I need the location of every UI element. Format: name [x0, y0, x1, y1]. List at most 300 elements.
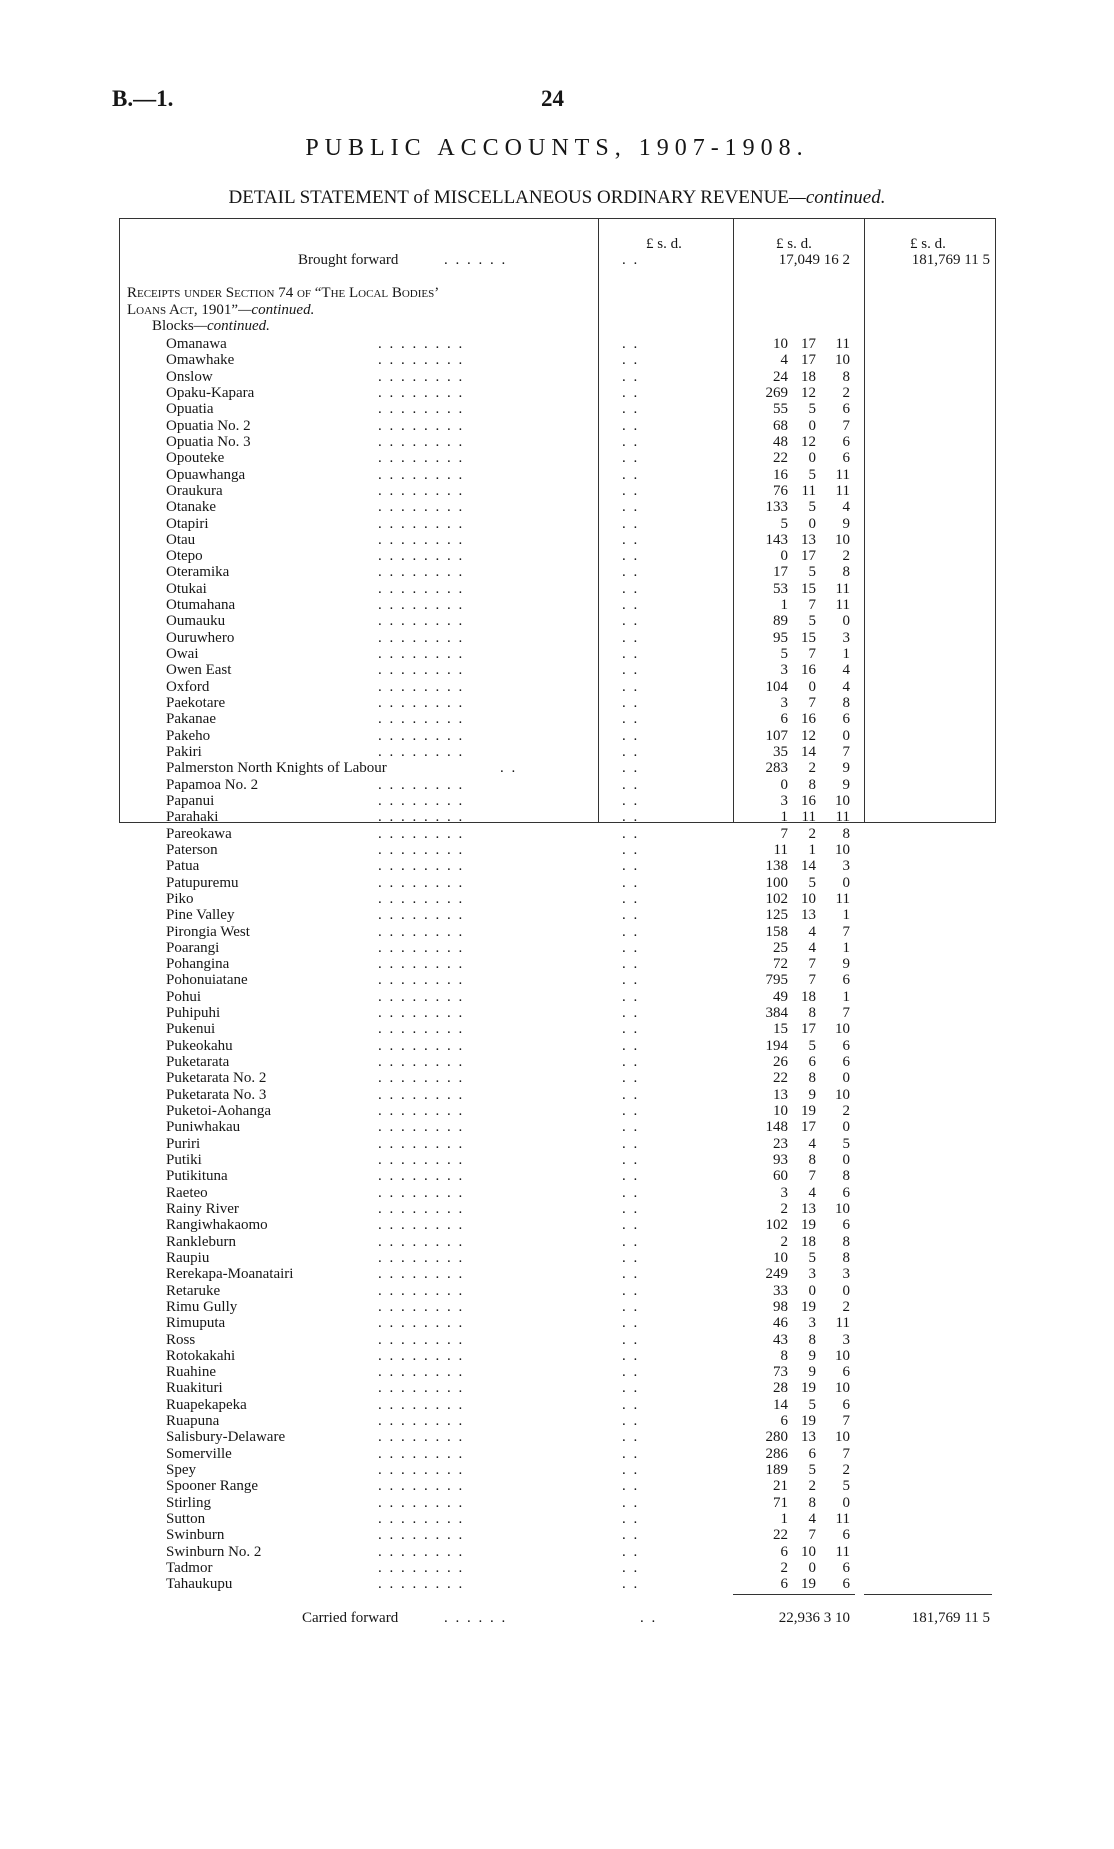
table-row: [0, 679, 1114, 695]
total-rule: [864, 1594, 992, 1595]
leader-dots: . .: [622, 597, 640, 614]
leader-dots: . .: [622, 939, 640, 956]
leader-dots: . .: [622, 1560, 640, 1576]
amount-pence: 8: [842, 368, 850, 385]
leader-dots: . . . . . . . .: [378, 809, 465, 826]
leader-dots: . .: [622, 1037, 640, 1054]
amount-pounds: 16: [773, 466, 788, 483]
leader-dots: . .: [622, 1364, 640, 1381]
table-row: [0, 1005, 1114, 1021]
table-row: [0, 1495, 1114, 1511]
leader-dots: . . . . . . . .: [378, 433, 465, 450]
table-row: [0, 597, 1114, 613]
amount-shillings: 18: [801, 988, 816, 1005]
amount-pence: 0: [842, 1494, 850, 1511]
amount-pounds: 3: [780, 662, 788, 679]
amount-pence: 10: [835, 1021, 850, 1038]
leader-dots: . . . . . . . .: [378, 1266, 465, 1283]
leader-dots: . . . . . . . .: [378, 1086, 465, 1103]
amount-pounds: 53: [773, 580, 788, 597]
table-row: [0, 1283, 1114, 1299]
table-row: [0, 1380, 1114, 1396]
amount-pounds: 95: [773, 629, 788, 646]
block-name: Ouruwhero: [166, 629, 235, 646]
amount-pence: 11: [835, 466, 850, 483]
leader-dots: . . . . . . . .: [378, 368, 465, 385]
block-name: Onslow: [166, 368, 213, 385]
table-row: [0, 532, 1114, 548]
table-row: [0, 1560, 1114, 1576]
block-name: Pakeho: [166, 727, 211, 744]
amount-pounds: 3: [780, 792, 788, 809]
amount-pence: 8: [842, 1249, 850, 1266]
block-name: Ruapuna: [166, 1413, 220, 1430]
block-name: Otukai: [166, 580, 207, 597]
leader-dots: . .: [622, 923, 640, 940]
table-row: [0, 940, 1114, 956]
amount-shillings: 18: [801, 368, 816, 385]
block-name: Oteramika: [166, 564, 230, 581]
column-header-3: £ s. d.: [910, 236, 946, 252]
brought-forward-amount-2: 17,049 16 2: [778, 252, 850, 268]
amount-pence: 1: [842, 646, 850, 663]
amount-pence: 4: [842, 678, 850, 695]
table-row: [0, 499, 1114, 515]
table-row: [0, 1234, 1114, 1250]
amount-pence: 8: [842, 1233, 850, 1250]
block-name: Pine Valley: [166, 907, 235, 924]
table-row: [0, 1348, 1114, 1364]
amount-pounds: 0: [780, 548, 788, 565]
amount-pounds: 73: [773, 1364, 788, 1381]
leader-dots: . .: [622, 548, 640, 565]
amount-pence: 6: [842, 450, 850, 467]
amount-pounds: 0: [780, 776, 788, 793]
leader-dots: . . . . . . . .: [378, 531, 465, 548]
table-row: [0, 760, 1114, 776]
amount-shillings: 7: [808, 972, 816, 989]
amount-pence: 11: [835, 890, 850, 907]
table-row: [0, 744, 1114, 760]
amount-pounds: 6: [780, 1413, 788, 1430]
table-row: [0, 1527, 1114, 1543]
amount-pence: 10: [835, 792, 850, 809]
amount-shillings: 7: [808, 695, 816, 712]
amount-pounds: 125: [765, 907, 788, 924]
amount-pence: 7: [842, 744, 850, 760]
block-name: Puketarata: [166, 1054, 230, 1071]
carried-forward-label: Carried forward: [302, 1610, 399, 1626]
block-name: Puhipuhi: [166, 1005, 221, 1022]
table-row: [0, 1103, 1114, 1119]
amount-pence: 0: [842, 1070, 850, 1087]
amount-pence: 8: [842, 825, 850, 842]
block-name: Rimuputa: [166, 1315, 226, 1332]
statement-subtitle: [0, 187, 1114, 209]
leader-dots: . .: [622, 1086, 640, 1103]
block-name: Rerekapa-Moanatairi: [166, 1266, 294, 1283]
amount-pounds: 98: [773, 1298, 788, 1315]
leader-dots: . .: [622, 1152, 640, 1168]
leader-dots: . .: [622, 1021, 640, 1038]
leader-dots: . . . . . . . .: [378, 1217, 465, 1234]
leader-dots: . .: [622, 1462, 640, 1479]
block-name: Rimu Gully: [166, 1298, 238, 1315]
table-row: [0, 809, 1114, 825]
amount-shillings: 14: [801, 744, 816, 760]
amount-shillings: 12: [801, 384, 816, 401]
amount-pounds: 249: [765, 1266, 788, 1283]
amount-pounds: 49: [773, 988, 788, 1005]
leader-dots: . .: [622, 1200, 640, 1217]
amount-pence: 0: [842, 874, 850, 891]
leader-dots: . .: [622, 1217, 640, 1234]
amount-pounds: 22: [773, 1527, 788, 1544]
amount-pence: 6: [842, 1037, 850, 1054]
leader-dots: . .: [622, 564, 640, 581]
blocks-label: Blocks: [152, 318, 194, 334]
leader-dots: . .: [622, 515, 640, 532]
block-name: Poarangi: [166, 939, 220, 956]
table-row: [0, 450, 1114, 466]
amount-pence: 7: [842, 923, 850, 940]
leader-dots: . . . . . . . .: [378, 711, 465, 728]
amount-shillings: 3: [808, 1315, 816, 1332]
brought-forward-row: [0, 252, 1114, 268]
block-name: Tahaukupu: [166, 1576, 233, 1593]
amount-pounds: 148: [765, 1119, 788, 1136]
leader-dots: . .: [622, 417, 640, 434]
table-row: [0, 1250, 1114, 1266]
amount-pence: 11: [835, 580, 850, 597]
leader-dots: . .: [622, 1380, 640, 1397]
amount-pounds: 22: [773, 1070, 788, 1087]
leader-dots: . .: [622, 662, 640, 679]
amount-pounds: 133: [765, 499, 788, 516]
block-name: Tadmor: [166, 1560, 213, 1576]
amount-pounds: 68: [773, 417, 788, 434]
block-name: Rangiwhakaomo: [166, 1217, 268, 1234]
table-row: [0, 646, 1114, 662]
table-row: [0, 956, 1114, 972]
leader-dots: . .: [622, 1119, 640, 1136]
amount-pence: 3: [842, 629, 850, 646]
table-row: [0, 516, 1114, 532]
amount-shillings: 5: [808, 1249, 816, 1266]
amount-pounds: 5: [780, 646, 788, 663]
leader-dots: . .: [622, 613, 640, 630]
leader-dots: . .: [622, 1445, 640, 1462]
leader-dots: . . . . . . . .: [378, 1511, 465, 1528]
leader-dots: . .: [622, 711, 640, 728]
amount-shillings: 5: [808, 874, 816, 891]
page-number: 24: [541, 86, 564, 111]
amount-shillings: 7: [808, 597, 816, 614]
amount-pounds: 22: [773, 450, 788, 467]
leader-dots: . . . . . . . .: [378, 988, 465, 1005]
amount-pounds: 10: [773, 1103, 788, 1120]
amount-pence: 2: [842, 548, 850, 565]
amount-pence: 10: [835, 1380, 850, 1397]
leader-dots: . . . . . . . .: [378, 548, 465, 565]
amount-shillings: 17: [801, 336, 816, 352]
amount-shillings: 8: [808, 1005, 816, 1022]
amount-pence: 7: [842, 1005, 850, 1022]
carried-forward-amount-2: 22,936 3 10: [778, 1610, 850, 1626]
block-name: Ruakituri: [166, 1380, 223, 1397]
table-row: [0, 1119, 1114, 1135]
amount-shillings: 4: [808, 1135, 816, 1152]
leader-dots: . . . . . . . .: [378, 1119, 465, 1136]
leader-dots: . .: [622, 1511, 640, 1528]
table-row: [0, 1397, 1114, 1413]
leader-dots: . . . . . . . .: [378, 564, 465, 581]
leader-dots: . . . . . . . .: [378, 466, 465, 483]
amount-pounds: 33: [773, 1282, 788, 1299]
amount-pounds: 76: [773, 482, 788, 499]
leader-dots: . .: [622, 466, 640, 483]
section-heading-line-3: [152, 318, 270, 335]
amount-pence: 8: [842, 695, 850, 712]
amount-pence: 10: [835, 531, 850, 548]
table-row: [0, 1021, 1114, 1037]
amount-pounds: 4: [780, 352, 788, 369]
amount-pence: 0: [842, 1119, 850, 1136]
table-row: [0, 336, 1114, 352]
leader-dots: . . . . . . . .: [378, 482, 465, 499]
amount-pounds: 10: [773, 1249, 788, 1266]
leader-dots: . . . . . . . .: [378, 1380, 465, 1397]
amount-pence: 9: [842, 956, 850, 973]
amount-shillings: 13: [801, 1429, 816, 1446]
brought-forward-label: Brought forward: [298, 252, 399, 268]
amount-pounds: 280: [765, 1429, 788, 1446]
block-name: Opuatia No. 2: [166, 417, 251, 434]
leader-dots: . .: [622, 1576, 640, 1593]
block-name: Putiki: [166, 1152, 202, 1168]
amount-shillings: 7: [808, 1527, 816, 1544]
amount-pounds: 283: [765, 760, 788, 777]
table-row: [0, 613, 1114, 629]
document-reference: B.—1.: [112, 86, 174, 111]
amount-shillings: 17: [801, 352, 816, 369]
leader-dots: . .: [622, 646, 640, 663]
leader-dots: . .: [622, 1249, 640, 1266]
block-name: Pakiri: [166, 744, 202, 760]
block-name: Otepo: [166, 548, 203, 565]
block-name: Swinburn No. 2: [166, 1543, 262, 1560]
leader-dots: . . . . . . . .: [378, 890, 465, 907]
leader-dots: . .: [622, 1478, 640, 1495]
leader-dots: . . . . . . . .: [378, 972, 465, 989]
amount-pence: 6: [842, 1184, 850, 1201]
block-name: Putikituna: [166, 1168, 228, 1185]
amount-pence: 0: [842, 613, 850, 630]
amount-pence: 1: [842, 907, 850, 924]
amount-shillings: 17: [801, 548, 816, 565]
block-name: Pukeokahu: [166, 1037, 233, 1054]
leader-dots: . .: [622, 1396, 640, 1413]
amount-pounds: 48: [773, 433, 788, 450]
block-name: Pakanae: [166, 711, 216, 728]
amount-pence: 0: [842, 727, 850, 744]
amount-pounds: 102: [765, 890, 788, 907]
leader-dots: . . . . . . . .: [378, 613, 465, 630]
amount-pounds: 158: [765, 923, 788, 940]
block-name: Somerville: [166, 1445, 232, 1462]
leader-dots: . .: [622, 1494, 640, 1511]
amount-shillings: 10: [801, 890, 816, 907]
amount-pence: 6: [842, 1560, 850, 1576]
amount-shillings: 13: [801, 907, 816, 924]
leader-dots: . .: [622, 1005, 640, 1022]
amount-pounds: 138: [765, 858, 788, 875]
amount-shillings: 11: [801, 482, 816, 499]
amount-shillings: 7: [808, 1168, 816, 1185]
amount-shillings: 14: [801, 858, 816, 875]
block-name: Otanake: [166, 499, 216, 516]
blocks-continued: —continued.: [193, 318, 270, 334]
table-row: [0, 1152, 1114, 1168]
leader-dots: . .: [622, 482, 640, 499]
amount-pence: 6: [842, 1527, 850, 1544]
amount-pounds: 24: [773, 368, 788, 385]
leader-dots: . . . . . . . .: [378, 352, 465, 369]
amount-pence: 6: [842, 433, 850, 450]
block-name: Puriri: [166, 1135, 201, 1152]
table-row: [0, 1462, 1114, 1478]
leader-dots: . . . . . . . .: [378, 629, 465, 646]
amount-pounds: 2: [780, 1233, 788, 1250]
table-row: [0, 1576, 1114, 1592]
amount-pence: 11: [835, 482, 850, 499]
leader-dots: . . . . . . . .: [378, 1152, 465, 1168]
leader-dots: . .: [622, 1282, 640, 1299]
amount-pence: 3: [842, 858, 850, 875]
leader-dots: . . . . . . . .: [378, 841, 465, 858]
leader-dots: . . . . . . . .: [378, 401, 465, 418]
block-name: Paekotare: [166, 695, 226, 712]
amount-shillings: 2: [808, 825, 816, 842]
amount-pence: 10: [835, 1200, 850, 1217]
amount-shillings: 4: [808, 923, 816, 940]
table-row: [0, 777, 1114, 793]
amount-pounds: 72: [773, 956, 788, 973]
amount-pounds: 286: [765, 1445, 788, 1462]
table-row: [0, 1054, 1114, 1070]
amount-pounds: 13: [773, 1086, 788, 1103]
table-row: [0, 989, 1114, 1005]
table-row: [0, 385, 1114, 401]
subtitle-continued: —continued.: [788, 187, 886, 208]
amount-shillings: 0: [808, 417, 816, 434]
table-row: [0, 858, 1114, 874]
leader-dots: . .: [622, 252, 640, 268]
leader-dots: . . . . . . . .: [378, 499, 465, 516]
leader-dots: . .: [622, 368, 640, 385]
table-row: [0, 1446, 1114, 1462]
amount-pounds: 104: [765, 678, 788, 695]
amount-pence: 11: [835, 1315, 850, 1332]
block-name: Patupuremu: [166, 874, 239, 891]
amount-shillings: 8: [808, 1494, 816, 1511]
block-name: Otau: [166, 531, 196, 548]
amount-pounds: 26: [773, 1054, 788, 1071]
table-row: [0, 1478, 1114, 1494]
amount-shillings: 17: [801, 1021, 816, 1038]
amount-shillings: 10: [801, 1543, 816, 1560]
leader-dots: . . . . . . . .: [378, 1037, 465, 1054]
amount-shillings: 4: [808, 1184, 816, 1201]
amount-pounds: 7: [780, 825, 788, 842]
amount-pounds: 2: [780, 1200, 788, 1217]
amount-shillings: 15: [801, 580, 816, 597]
amount-pence: 6: [842, 1396, 850, 1413]
leader-dots: . .: [622, 384, 640, 401]
amount-pounds: 1: [780, 1511, 788, 1528]
leader-dots: . . . . . . . .: [378, 956, 465, 973]
amount-shillings: 5: [808, 401, 816, 418]
leader-dots: . . . . . .: [444, 252, 508, 268]
leader-dots: . . . . . . . .: [378, 1054, 465, 1071]
amount-pounds: 1: [780, 597, 788, 614]
block-name: Pirongia West: [166, 923, 250, 940]
amount-pounds: 10: [773, 336, 788, 352]
amount-pence: 3: [842, 1331, 850, 1348]
amount-pounds: 384: [765, 1005, 788, 1022]
leader-dots: . . . . . . . .: [378, 1135, 465, 1152]
amount-shillings: 0: [808, 678, 816, 695]
amount-pounds: 2: [780, 1560, 788, 1576]
table-row: [0, 1217, 1114, 1233]
amount-pounds: 60: [773, 1168, 788, 1185]
table-row: [0, 1136, 1114, 1152]
block-name: Pohonuiatane: [166, 972, 248, 989]
block-name: Patua: [166, 858, 200, 875]
block-name: Paterson: [166, 841, 218, 858]
table-row: [0, 1201, 1114, 1217]
column-header-1: £ s. d.: [646, 236, 682, 252]
leader-dots: . .: [622, 1298, 640, 1315]
amount-pounds: 100: [765, 874, 788, 891]
block-name: Puketarata No. 3: [166, 1086, 267, 1103]
leader-dots: . . . . . . . .: [378, 1315, 465, 1332]
block-name: Oxford: [166, 678, 210, 695]
block-name: Otumahana: [166, 597, 236, 614]
leader-dots: . . . . . . . .: [378, 1396, 465, 1413]
table-row: [0, 1332, 1114, 1348]
leader-dots: . . . . . . . .: [378, 1413, 465, 1430]
table-row: [0, 467, 1114, 483]
leader-dots: . . . . . . . .: [378, 1200, 465, 1217]
amount-shillings: 5: [808, 613, 816, 630]
amount-pounds: 11: [773, 841, 788, 858]
block-name: Rankleburn: [166, 1233, 236, 1250]
amount-shillings: 18: [801, 1233, 816, 1250]
amount-pounds: 102: [765, 1217, 788, 1234]
amount-pounds: 71: [773, 1494, 788, 1511]
block-name: Pohangina: [166, 956, 230, 973]
leader-dots: . . . . . . . .: [378, 580, 465, 597]
leader-dots: . . . . . . . .: [378, 825, 465, 842]
amount-pence: 7: [842, 1413, 850, 1430]
leader-dots: . . . . . . . .: [378, 1233, 465, 1250]
leader-dots: . .: [622, 695, 640, 712]
amount-pence: 2: [842, 1462, 850, 1479]
leader-dots: . .: [622, 744, 640, 760]
block-name: Opouteke: [166, 450, 225, 467]
amount-pounds: 43: [773, 1331, 788, 1348]
